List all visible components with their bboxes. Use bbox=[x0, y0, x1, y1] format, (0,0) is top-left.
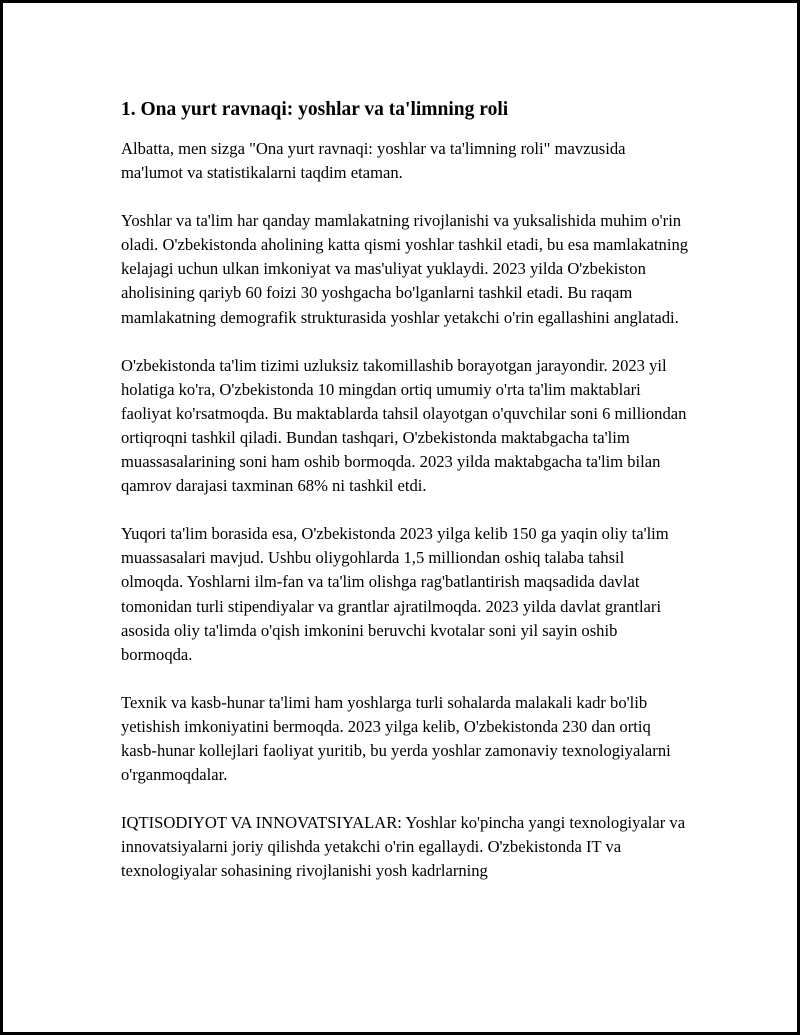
paragraph-youth: Yoshlar va ta'lim har qanday mamlakatning rivojlanishi va yuksalishida muhim o'rin oladi. O'zbekistonda aholining katta qismi yoshlar tashkil etadi, bu esa mamlakatning kelajagi uchun ulkan imkoniyat va mas'uliyat yuklaydi. 2023 yilda O'zbekiston aholisining qariyb 60 foizi 30 yoshgacha bo'lganlarni tashkil etadi. Bu raqam mamlakatning demografik strukturasida yoshlar yetakchi o'rin egallashini anglatadi. bbox=[121, 211, 689, 327]
paragraph-schools: O'zbekistonda ta'lim tizimi uzluksiz takomillashib borayotgan jarayondir. 2023 yil holatiga ko'ra, O'zbekistonda 10 mingdan ortiq umumiy o'rta ta'lim maktablari faoliyat ko'rsatmoqda. Bu maktablarda tahsil olayotgan o'quvchilar soni 6 milliondan ortiqroqni tashkil qiladi. Bundan tashqari, O'zbekistonda maktabgacha ta'lim muassasalarining soni ham oshib bormoqda. 2023 yilda maktabgacha ta'lim bilan qamrov darajasi taxminan 68% ni tashkil etdi. bbox=[121, 355, 687, 496]
paragraph-economy: IQTISODIYOT VA INNOVATSIYALAR: Yoshlar ko'pincha yangi texnologiyalar va innovatsiyalarni joriy qilishda yetakchi o'rin egallaydi. O'zbekistonda IT va texnologiyalar sohasining rivojlanishi yosh kadrlarning bbox=[121, 813, 686, 881]
paragraph-intro: Albatta, men sizga "Ona yurt ravnaqi: yoshlar va ta'limning roli" mavzusida ma'lumot va statistikalarni taqdim etaman. bbox=[121, 139, 626, 183]
paragraph-vocational: Texnik va kasb-hunar ta'limi ham yoshlarga turli sohalarda malakali kadr bo'lib yetishish imkoniyatini bermoqda. 2023 yilga kelib, O'zbekistonda 230 dan ortiq kasb-hunar kollejlari faoliyat yuritib, bu yerda yoshlar zamonaviy texnologiyalarni o'rganmoqdalar. bbox=[121, 692, 671, 785]
document-body bbox=[121, 97, 689, 907]
document-title: 1. Ona yurt ravnaqi: yoshlar va ta'limning roli bbox=[121, 99, 509, 120]
paragraph-higher-education: Yuqori ta'lim borasida esa, O'zbekistonda 2023 yilga kelib 150 ga yaqin oliy ta'lim muassasalari mavjud. Ushbu oliygohlarda 1,5 milliondan oshiq talaba tahsil olmoqda. Yoshlarni ilm-fan va ta'lim olishga rag'batlantirish maqsadida davlat tomonidan turli stipendiyalar va grantlar ajratilmoqda. 2023 yilda davlat grantlari asosida oliy ta'limda o'qish imkonini beruvchi kvotalar soni yil sayin oshib bormoqda. bbox=[121, 524, 669, 664]
